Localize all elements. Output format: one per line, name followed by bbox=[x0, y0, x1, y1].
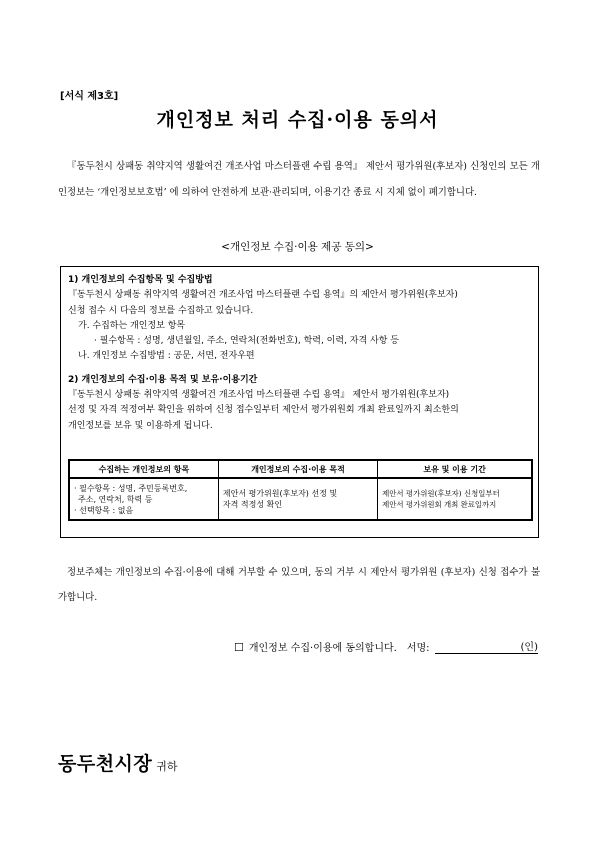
intro-paragraph bbox=[58, 154, 540, 206]
period-line: 제안서 평가위원회 개최 완료일까지 bbox=[382, 500, 497, 509]
period-line: 제안서 평가위원(후보자) 신청일부터 bbox=[382, 489, 500, 498]
table-cell-items bbox=[69, 478, 218, 520]
section-2-heading: 2) 개인정보의 수집·이용 목적 및 보유·이용기간 bbox=[68, 374, 258, 385]
consent-label: 개인정보 수집·이용에 동의합니다. bbox=[248, 643, 397, 654]
signature-label: 서명: bbox=[406, 643, 430, 654]
notice-paragraph bbox=[58, 560, 540, 610]
items-line: 주소, 연락처, 학력 등 bbox=[78, 494, 153, 504]
items-line: · 선택항목 : 없음 bbox=[74, 505, 134, 515]
notice-text: 정보주체는 개인정보의 수집·이용에 대해 거부할 수 있으며, 동의 거부 시 제안서 평가위원 (후보자) 신청 접수가 불가합니다. bbox=[58, 567, 540, 603]
table-cell-period bbox=[378, 478, 532, 520]
section-1-line-2: 신청 접수 시 다음의 정보를 수집하고 있습니다. bbox=[68, 305, 254, 316]
items-line: · 필수항목 : 성명, 주민등록번호, bbox=[74, 483, 188, 493]
section-2-line-2: 선정 및 자격 적정여부 확인을 위하여 신청 접수일부터 제안서 평가위원회 개최 완료일까지 최소한의 bbox=[68, 405, 459, 416]
section-1-item-na: 나. 개인정보 수집방법 : 공문, 서면, 전자우편 bbox=[78, 351, 255, 362]
consent-checkbox[interactable]: ☐ bbox=[233, 641, 244, 654]
table-cell-purpose bbox=[218, 478, 377, 520]
section-heading: <개인정보 수집·이용 제공 동의> bbox=[221, 241, 374, 253]
section-1-item-ga: 가. 수집하는 개인정보 항목 bbox=[78, 320, 186, 331]
section-2-line-1: 『동두천시 상패동 취약지역 생활여건 개조사업 마스터플랜 수립 용역』 제안서 평가위원(후보자) bbox=[68, 390, 450, 401]
section-1-item-ga-detail: · 필수항목 : 성명, 생년월일, 주소, 연락처(전화번호), 학력, 이력, 자격 사항 등 bbox=[94, 336, 399, 347]
signature-field[interactable] bbox=[435, 641, 515, 654]
section-1-heading: 1) 개인정보의 수집항목 및 수집방법 bbox=[68, 275, 213, 285]
table-header-row bbox=[69, 460, 532, 478]
table-row bbox=[69, 478, 532, 520]
section-2-line-3: 개인정보를 보유 및 이용하게 됩니다. bbox=[68, 420, 213, 431]
section-1-line-1: 『동두천시 상패동 취약지역 생활여건 개조사업 마스터플랜 수립 용역』의 제안서 평가위원(후보자) bbox=[68, 290, 458, 301]
recipient-suffix: 귀하 bbox=[156, 760, 178, 773]
intro-text: 『동두천시 상패동 취약지역 생활여건 개조사업 마스터플랜 수립 용역』 제안서 평가위원(후보자) 신청인의 모든 개인정보는 ‘개인정보보호법’ 에 의하여 안전하게 보관·관리되며, 이용기간 종료 시 지체 없이 폐기합니다. bbox=[58, 161, 540, 198]
purpose-line: 제안서 평가위원(후보자) 선정 및 bbox=[222, 489, 338, 498]
form-number: [서식 제3호] bbox=[60, 91, 119, 102]
recipient-name: 동두천시장 bbox=[58, 753, 153, 775]
purpose-line: 자격 적정성 확인 bbox=[222, 500, 283, 509]
consent-row bbox=[234, 638, 538, 654]
info-table bbox=[68, 459, 533, 521]
recipient bbox=[58, 749, 178, 776]
page-title: 개인정보 처리 수집·이용 동의서 bbox=[156, 109, 439, 131]
table-header: 수집하는 개인정보의 항목 bbox=[69, 460, 218, 478]
seal-mark: (인) bbox=[515, 638, 538, 654]
table-header: 보유 및 이용 기간 bbox=[378, 460, 532, 478]
table-header: 개인정보의 수집·이용 목적 bbox=[218, 460, 377, 478]
